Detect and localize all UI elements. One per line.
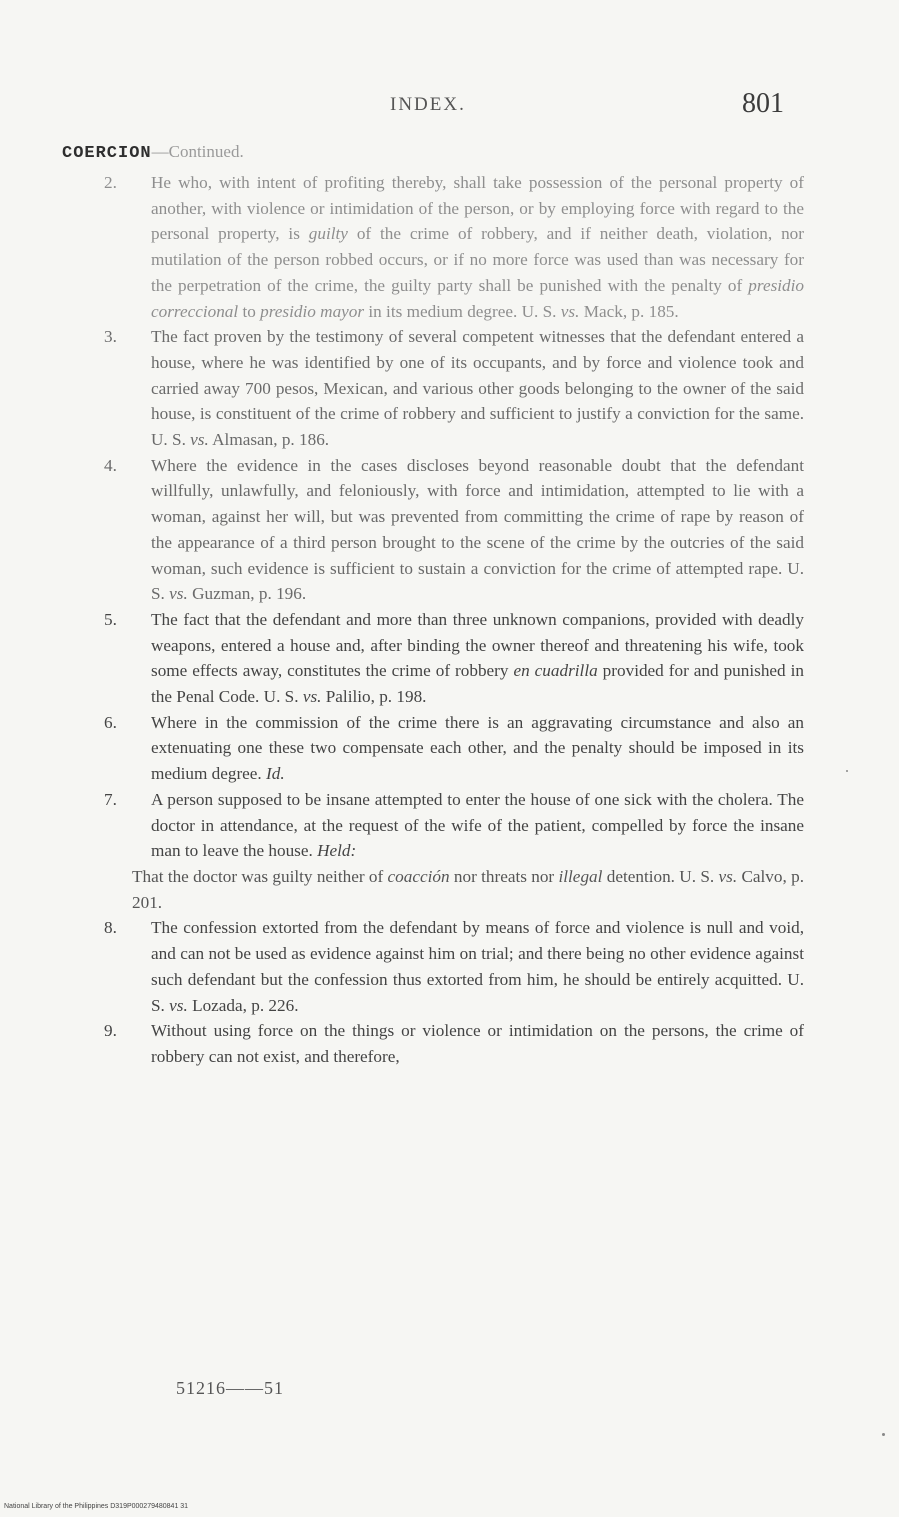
index-heading: [62, 142, 244, 163]
running-head: [0, 88, 899, 128]
entry-text-segment: Where the evidence in the cases discloses beyond reasonable doubt that the defendant willfully, unlawfully, and feloniously, with force and intimidation, attempted to lie with a woman, against her will, but was prevented from committing the crime of rape by reason of the appearance of a third person brought to the scene of the crime by the outcries of the said woman, such evidence is sufficient to sustain a conviction for the crime of attempted rape. U. S.: [151, 455, 804, 604]
index-entry: [104, 1018, 804, 1069]
entry-text: [151, 915, 804, 1018]
scan-speck: [882, 1433, 885, 1436]
entry-text-segment: provided for and punished in the Penal Code. U. S.: [151, 661, 804, 707]
entry-number: 4.: [104, 455, 117, 475]
entry-text-segment: to: [238, 301, 261, 321]
entry-text-segment: Where in the commission of the crime there is an aggravating circumstance and also an extenuating one these two compensate each other, and the penalty should be imposed in its medium degree.: [151, 712, 804, 784]
entry-number: 8.: [104, 918, 117, 938]
entry-citation: Mack, p. 185.: [579, 301, 679, 321]
entry-italic: presidio correccional: [151, 275, 804, 321]
entry-citation: Guzman, p. 196.: [187, 584, 307, 604]
entry-text: [151, 710, 804, 787]
heading-term: COERCION: [62, 144, 152, 163]
index-entry: [104, 607, 804, 710]
entry-sub-paragraph: [104, 864, 804, 915]
entry-text-segment: in its medium degree. U. S.: [364, 301, 561, 321]
entry-italic: coacción: [387, 866, 450, 886]
page-number: 801: [742, 88, 784, 119]
entry-text-segment: The fact proven by the testimony of several competent witnesses that the defendant entered a house, where he was identified by one of its occupants, and by force and violence took and carried away 700 pesos, Mexican, and various other goods belonging to the owner of the said house, is constituent of the crime of robbery and sufficient to justify a conviction for the same. U. S.: [151, 327, 804, 450]
entry-italic: Held:: [317, 841, 357, 861]
entry-text-segment: That the doctor was guilty neither of: [132, 866, 388, 886]
entry-number: 6.: [104, 712, 117, 732]
entry-italic: vs.: [302, 687, 322, 707]
index-entry: [104, 787, 804, 864]
entry-text: [151, 1018, 804, 1069]
entry-text: [151, 170, 804, 324]
index-entry: [104, 710, 804, 787]
entry-italic: Id.: [266, 764, 285, 784]
entry-text-segment: The confession extorted from the defendant by means of force and violence is null and void, and can not be used as evidence against him on trial; and there being no other evidence against such defendant but the confession thus extorted from him, he should be entirely acquitted. U. S.: [151, 918, 804, 1015]
entry-text-segment: of the crime of robbery, and if neither death, violation, nor mutilation of the person robbed occurs, or if no more force was used than was necessary for the perpetration of the crime, the guilty party shall be punished with the penalty of: [151, 224, 804, 295]
entry-citation: Almasan, p. 186.: [208, 430, 330, 450]
index-entry: [104, 915, 804, 1018]
signature-mark: 51216——51: [176, 1378, 284, 1398]
entry-text-segment: He who, with intent of profiting thereby, shall take possession of the personal property of another, with violence or intimidation of the person, or by employing force with regard to the personal property, is: [151, 173, 804, 244]
index-entry: [104, 453, 804, 607]
entry-italic: guilty: [308, 224, 348, 244]
scan-speck: [846, 770, 848, 772]
entry-text: [151, 787, 804, 864]
entry-italic: vs.: [169, 584, 188, 604]
entry-italic: presidio mayor: [260, 301, 365, 321]
entry-text-segment: nor threats nor: [449, 866, 559, 886]
running-title: INDEX.: [390, 94, 466, 115]
heading-continued: —Continued.: [151, 142, 244, 161]
entry-italic: vs.: [190, 430, 209, 450]
entry-italic: vs.: [560, 301, 580, 321]
entry-italic: vs.: [169, 995, 188, 1015]
entry-text-segment: Without using force on the things or violence or intimidation on the persons, the crime of robbery can not exist, and therefore,: [151, 1021, 804, 1066]
scan-credit: National Library of the Philippines D319P000279480841 31: [4, 1503, 189, 1510]
entry-italic: illegal: [558, 866, 603, 886]
entry-text: [151, 607, 804, 710]
entry-number: 2.: [104, 173, 117, 192]
entry-text-segment: The fact that the defendant and more than three unknown companions, provided with deadly weapons, entered a house and, after binding the owner thereof and threatening his wife, took some effects away, constitutes the crime of robbery: [151, 609, 804, 681]
entry-number: 7.: [104, 789, 117, 809]
entry-number: 5.: [104, 609, 117, 629]
entry-italic: vs.: [718, 866, 738, 886]
index-entry: [104, 324, 804, 453]
index-entry: [104, 170, 804, 324]
entry-citation: Lozada, p. 226.: [187, 995, 299, 1015]
entry-citation: Calvo, p. 201.: [132, 866, 805, 912]
entry-citation: Palilio, p. 198.: [321, 687, 427, 707]
entry-text: [151, 453, 804, 607]
entry-number: 9.: [104, 1021, 117, 1041]
entry-number: 3.: [104, 327, 117, 347]
entry-text: [151, 324, 804, 453]
index-entries: [104, 170, 804, 1070]
entry-text-segment: A person supposed to be insane attempted to enter the house of one sick with the cholera. The doctor in attendance, at the request of the wife of the patient, compelled by force the insane man to leave the house.: [151, 789, 804, 861]
entry-italic: en cuadrilla: [513, 661, 598, 681]
entry-text-segment: detention. U. S.: [602, 866, 719, 886]
